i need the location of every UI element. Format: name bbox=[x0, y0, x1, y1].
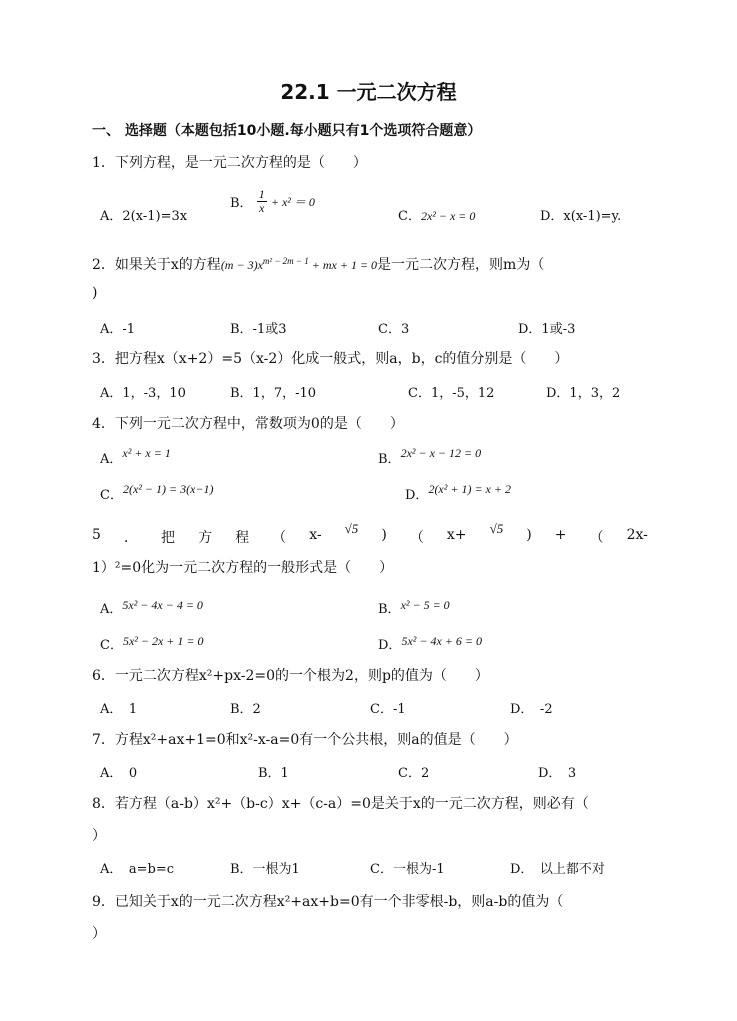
question-1-option-d: D．x(x-1)=y. bbox=[540, 209, 622, 224]
question-7-option-b: B．1 bbox=[258, 766, 289, 781]
question-7-option-c: C．2 bbox=[398, 766, 430, 781]
question-1-option-b bbox=[230, 188, 315, 215]
sqrt-5: √5 bbox=[489, 521, 504, 536]
option-b-label: B． bbox=[230, 196, 253, 211]
equation: $(m - 3)x^{m^2 - 2m - 1}$ + mx + 1 = 0 bbox=[220, 256, 378, 272]
option-b-math: x² − 5 = 0 bbox=[400, 598, 450, 612]
question-4-option-b bbox=[378, 448, 481, 467]
option-c-math: 2x² − x = 0 bbox=[420, 209, 476, 223]
question-8-option-a: A． a=b=c bbox=[100, 862, 175, 877]
question-2-option-b: B．-1或3 bbox=[230, 322, 287, 337]
option-d-label: D． bbox=[405, 488, 429, 503]
stem-part: x- bbox=[309, 527, 322, 543]
option-c-math: 2(x² − 1) = 3(x−1) bbox=[122, 482, 214, 496]
section-heading: 一、 选择题（本题包括10小题.每小题只有1个选项符合题意） bbox=[92, 123, 482, 139]
question-5-stem-cont: 1）²=0化为一元二次方程的一般形式是（ ） bbox=[92, 560, 394, 576]
question-8-option-b: B．一根为1 bbox=[230, 862, 300, 877]
question-4-option-c bbox=[100, 484, 213, 503]
sqrt-5: √5 bbox=[344, 521, 359, 536]
fraction bbox=[257, 188, 267, 215]
option-c-label: C． bbox=[100, 488, 123, 503]
option-a-math: x² + x = 1 bbox=[122, 446, 171, 460]
question-7-option-d: D． 3 bbox=[538, 766, 577, 781]
stem-part: 5 bbox=[92, 527, 101, 543]
option-b-rest: + x² ＝ 0 bbox=[270, 195, 315, 209]
fraction-numerator: 1 bbox=[258, 187, 265, 201]
question-5-option-a bbox=[100, 598, 203, 617]
question-5-option-b bbox=[378, 598, 450, 617]
question-2-stem-cont: ) bbox=[92, 285, 98, 301]
question-8-stem: 8．若方程（a-b）x²+（b-c）x+（c-a）=0是关于x的一元二次方程，则必有（ bbox=[92, 796, 589, 812]
question-3-option-b: B．1，7，-10 bbox=[230, 386, 317, 401]
question-9-stem-cont: ） bbox=[92, 926, 106, 942]
option-c-label: C． bbox=[398, 209, 421, 224]
stem-part: x+ bbox=[446, 527, 467, 543]
question-9-stem: 9．已知关于x的一元二次方程x²+ax+b=0有一个非零根-b，则a-b的值为（ bbox=[92, 894, 564, 910]
stem-part: （ bbox=[589, 530, 604, 546]
option-a-label: A． bbox=[100, 452, 123, 467]
stem-part: + bbox=[554, 527, 567, 543]
question-5-stem bbox=[92, 521, 648, 547]
option-d-label: D． bbox=[378, 638, 402, 653]
page-title: 22.1 一元二次方程 bbox=[280, 80, 457, 104]
question-2-option-c: C．3 bbox=[378, 322, 410, 337]
question-3-stem: 3．把方程x（x+2）=5（x-2）化成一般式，则a，b，c的值分别是（ ） bbox=[92, 351, 569, 367]
stem-post: 是一元二次方程，则m为（ bbox=[377, 257, 545, 273]
question-6-option-d: D． -2 bbox=[510, 702, 553, 717]
stem-part: 2x- bbox=[626, 527, 648, 543]
question-3-option-d: D．1，3，2 bbox=[546, 386, 621, 401]
option-c-math: 5x² − 2x + 1 = 0 bbox=[122, 634, 204, 648]
question-1-option-a: A．2(x-1)=3x bbox=[100, 209, 188, 224]
option-d-math: 5x² − 4x + 6 = 0 bbox=[401, 634, 482, 648]
stem-part: 方 bbox=[198, 530, 213, 546]
question-2-option-d: D．1或-3 bbox=[518, 322, 576, 337]
option-a-math: 5x² − 4x − 4 = 0 bbox=[122, 598, 203, 612]
question-5-option-c bbox=[100, 634, 204, 653]
question-5-option-d bbox=[378, 634, 482, 653]
option-b-label: B． bbox=[378, 452, 401, 467]
question-2-option-a: A．-1 bbox=[100, 322, 136, 337]
stem-part: （ bbox=[409, 530, 424, 546]
question-4-option-a bbox=[100, 448, 171, 467]
question-2-stem bbox=[92, 254, 544, 274]
option-c-label: C． bbox=[100, 638, 123, 653]
option-b-label: B． bbox=[378, 602, 401, 617]
question-4-stem: 4．下列一元二次方程中，常数项为0的是（ ） bbox=[92, 416, 404, 432]
option-a-label: A． bbox=[100, 602, 123, 617]
stem-part: 把 bbox=[161, 530, 176, 546]
question-4-option-d bbox=[405, 484, 511, 503]
stem-part: 程 bbox=[235, 530, 250, 546]
question-7-stem: 7．方程x²+ax+1=0和x²-x-a=0有一个公共根，则a的值是（ ） bbox=[92, 732, 518, 748]
question-6-stem: 6．一元二次方程x²+px-2=0的一个根为2，则p的值为（ ） bbox=[92, 668, 489, 684]
question-8-option-d: D． 以上都不对 bbox=[510, 862, 605, 877]
question-1-stem: 1．下列方程，是一元二次方程的是（ ） bbox=[92, 155, 367, 171]
question-8-option-c: C．一根为-1 bbox=[370, 862, 445, 877]
option-d-math: 2(x² + 1) = x + 2 bbox=[428, 482, 511, 496]
stem-pre: 2．如果关于x的方程 bbox=[92, 257, 221, 273]
question-6-option-b: B．2 bbox=[230, 702, 261, 717]
stem-part: ． bbox=[123, 530, 138, 546]
stem-part: （ bbox=[272, 530, 287, 546]
question-8-stem-cont: ） bbox=[92, 828, 106, 844]
question-3-option-a: A．1，-3，10 bbox=[100, 386, 186, 401]
question-3-option-c: C．1，-5，12 bbox=[408, 386, 495, 401]
question-1-option-c bbox=[398, 205, 475, 224]
question-7-option-a: A． 0 bbox=[100, 766, 138, 781]
fraction-denominator: x bbox=[259, 201, 265, 215]
question-6-option-c: C．-1 bbox=[370, 702, 406, 717]
option-b-math: 2x² − x − 12 = 0 bbox=[400, 446, 482, 460]
stem-part: ) bbox=[381, 527, 387, 543]
question-6-option-a: A． 1 bbox=[100, 702, 138, 717]
stem-part: ) bbox=[526, 527, 532, 543]
